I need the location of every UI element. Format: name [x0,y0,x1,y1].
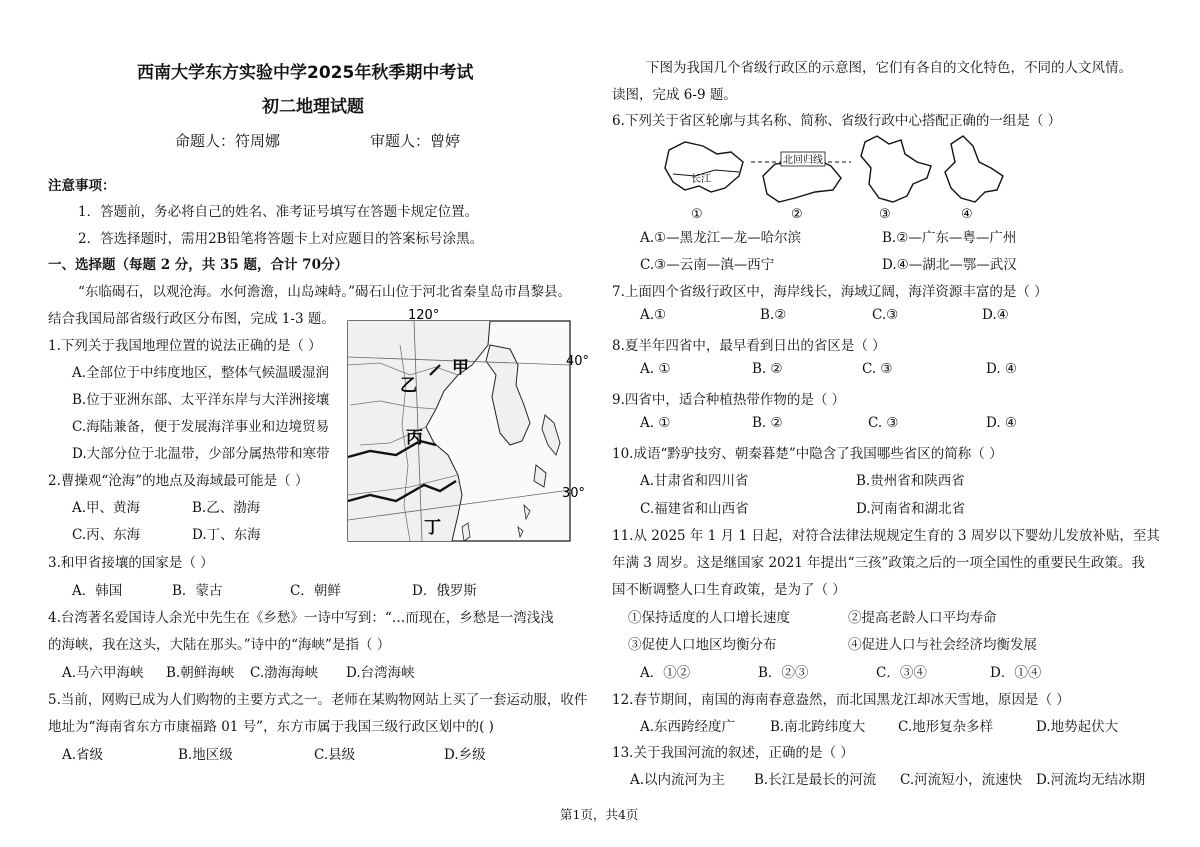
q8-option-c: C. ③ [862,361,893,377]
q5-option-c: C.县级 [314,747,356,763]
q6-option-b: B.②—广东—粤—广州 [882,230,1017,246]
q7-option-a: A.① [640,307,667,323]
q5-option-b: B.地区级 [178,747,233,763]
note-item-1: 1．答题前，务必将自己的姓名、准考证号填写在答题卡规定位置。 [78,204,479,220]
q4-option-a: A.马六甲海峡 [62,665,144,681]
figure-number-4: ④ [961,207,973,222]
q11-line-3: 国不断调整人口生育政策，是为了（ ） [612,582,846,598]
map-label-bing: 丙 [406,428,423,448]
province-outlines [655,132,1025,224]
q5-line-1: 5.当前，网购已成为人们购物的主要方式之一。老师在某购物网站上买了一套运动服，收件 [48,692,588,708]
q5-option-a: A.省级 [62,747,104,763]
q11-option-a: A．①② [640,665,691,681]
q11-statement-1: ①保持适度的人口增长速度 [628,610,790,626]
q6-option-a: A.①—黑龙江—龙—哈尔滨 [640,230,802,246]
q7-option-b: B.② [760,307,787,323]
note-item-2: 2．答选择题时，需用2B铅笔将答题卡上对应题目的答案标号涂黑。 [78,231,484,247]
q13-option-a: A.以内流河为主 [630,772,726,788]
intro-1-line-2: 结合我国局部省级行政区分布图，完成 1-3 题。 [48,311,335,327]
q9-option-b: B. ② [752,415,783,431]
q5-option-d: D.乡级 [444,747,486,763]
q1-option-d: D.大部分位于北温带，少部分属热带和寒带 [72,446,330,462]
q2-option-b: B.乙、渤海 [192,500,261,516]
q13-option-b: B.长江是最长的河流 [754,772,877,788]
q11-statement-2: ②提高老龄人口平均寿命 [848,610,997,626]
q3-stem: 3.和甲省接壤的国家是（ ） [48,555,214,571]
q7-option-d: D.④ [982,307,1009,323]
q12-option-d: D.地势起伏大 [1036,719,1119,735]
map-label-ding: 丁 [424,518,441,538]
q12-stem: 12.春节期间，南国的海南春意盎然，而北国黑龙江却冰天雪地，原因是（ ） [612,692,1070,708]
exam-title: 西南大学东方实验中学2025年秋季期中考试 [137,63,474,83]
q9-option-d: D. ④ [986,415,1018,431]
q13-option-c: C.河流短小，流速快 [900,772,1023,788]
q7-option-c: C.③ [872,307,899,323]
section-heading: 一、选择题（每题 2 分，共 35 题，合计 70分） [48,257,348,273]
q2-option-c: C.丙、东海 [72,527,141,543]
q1-option-c: C.海陆兼备，便于发展海洋事业和边境贸易 [72,419,330,435]
intro-1-line-1: “东临碣石，以观沧海。水何澹澹，山岛竦峙。”碣石山位于河北省秦皇岛市昌黎县。 [78,284,572,300]
q11-option-b: B．②③ [758,665,809,681]
q3-option-c: C．朝鲜 [290,583,341,599]
q3-option-b: B．蒙古 [172,583,223,599]
setter-name: 命题人：符周娜 [175,132,281,150]
q10-option-b: B.贵州省和陕西省 [856,473,965,489]
q11-statement-4: ④促进人口与社会经济均衡发展 [848,637,1037,653]
q6-option-c: C.③—云南—滇—西宁 [640,257,775,273]
q12-option-c: C.地形复杂多样 [898,719,994,735]
q11-line-2: 年满 3 周岁。这是继国家 2021 年提出“三孩”政策之后的一项全国性的重要民生政策。我 [612,555,1145,571]
q4-option-b: B.朝鲜海峡 [166,665,235,681]
map-label-jia: 甲 [452,358,469,378]
q6-stem: 6.下列关于省区轮廓与其名称、简称、省级行政中心搭配正确的一组是（ ） [612,113,1062,129]
latitude-30-label: 30° [562,486,586,501]
map-label-yi: 乙 [400,376,417,396]
q11-option-c: C．③④ [876,665,927,681]
q8-option-d: D. ④ [986,361,1018,377]
q10-option-c: C.福建省和山西省 [640,501,749,517]
q13-stem: 13.关于我国河流的叙述，正确的是（ ） [612,745,854,761]
regional-map [340,305,590,545]
intro-2-line-1: 下图为我国几个省级行政区的示意图，它们有各自的文化特色，不同的人文风情。 [646,60,1132,76]
intro-2-line-2: 读图，完成 6-9 题。 [612,87,737,103]
q12-option-b: B.南北跨纬度大 [770,719,866,735]
q4-line-2: 的海峡，我在这头，大陆在那头。”诗中的“海峡”是指（ ） [48,637,391,653]
q3-option-d: D．俄罗斯 [412,583,477,599]
q11-statement-3: ③促使人口地区均衡分布 [628,637,777,653]
figure-number-2: ② [791,207,803,222]
q2-option-d: D.丁、东海 [192,527,261,543]
q8-stem: 8.夏半年四省中，最早看到日出的省区是（ ） [612,338,886,354]
q4-option-d: D.台湾海峡 [346,665,415,681]
q5-line-2: 地址为“海南省东方市康福路 01 号”，东方市属于我国三级行政区划中的( ) [48,719,494,735]
q10-option-d: D.河南省和湖北省 [856,501,966,517]
changjiang-label: 长江 [691,174,711,185]
q9-option-a: A. ① [640,415,671,431]
q1-stem: 1.下列关于我国地理位置的说法正确的是（ ） [48,338,322,354]
q11-option-d: D．①④ [990,665,1042,681]
q7-stem: 7.上面四个省级行政区中，海岸线长，海域辽阔，海洋资源丰富的是（ ） [612,284,1048,300]
longitude-label: 120° [408,308,440,323]
q2-stem: 2.曹操观“沧海”的地点及海域最可能是（ ） [48,473,309,489]
reviewer-name: 审题人：曾婷 [370,132,461,150]
page-number: 第1页，共4页 [560,807,639,822]
q11-line-1: 11.从 2025 年 1 月 1 日起，对符合法律法规规定生育的 3 周岁以下婴幼儿发放补贴，至其 [612,528,1160,544]
q9-stem: 9.四省中，适合种植热带作物的是（ ） [612,392,846,408]
q8-option-a: A. ① [640,361,671,377]
q4-line-1: 4.台湾著名爱国诗人余光中先生在《乡愁》一诗中写到：“…而现在，乡愁是一湾浅浅 [48,610,554,626]
latitude-40-label: 40° [566,354,590,369]
q1-option-a: A.全部位于中纬度地区，整体气候温暖湿润 [72,365,330,381]
q10-option-a: A.甘肃省和四川省 [640,473,749,489]
q4-option-c: C.渤海海峡 [250,665,319,681]
q6-option-d: D.④—湖北—鄂—武汉 [882,257,1017,273]
tropic-label: 北回归线 [783,155,823,166]
q1-option-b: B.位于亚洲东部、太平洋东岸与大洋洲接壤 [72,392,330,408]
figure-number-1: ① [691,207,703,222]
q3-option-a: A．韩国 [72,583,123,599]
q9-option-c: C. ③ [868,415,899,431]
q13-option-d: D.河流均无结冰期 [1036,772,1146,788]
q8-option-b: B. ② [752,361,783,377]
figure-number-3: ③ [879,207,891,222]
subject-title: 初二地理试题 [262,97,364,117]
q10-stem: 10.成语“黔驴技穷、朝秦暮楚”中隐含了我国哪些省区的简称（ ） [612,446,1003,462]
q2-option-a: A.甲、黄海 [72,500,141,516]
q12-option-a: A.东西跨经度广 [640,719,736,735]
notes-heading: 注意事项： [48,178,116,194]
